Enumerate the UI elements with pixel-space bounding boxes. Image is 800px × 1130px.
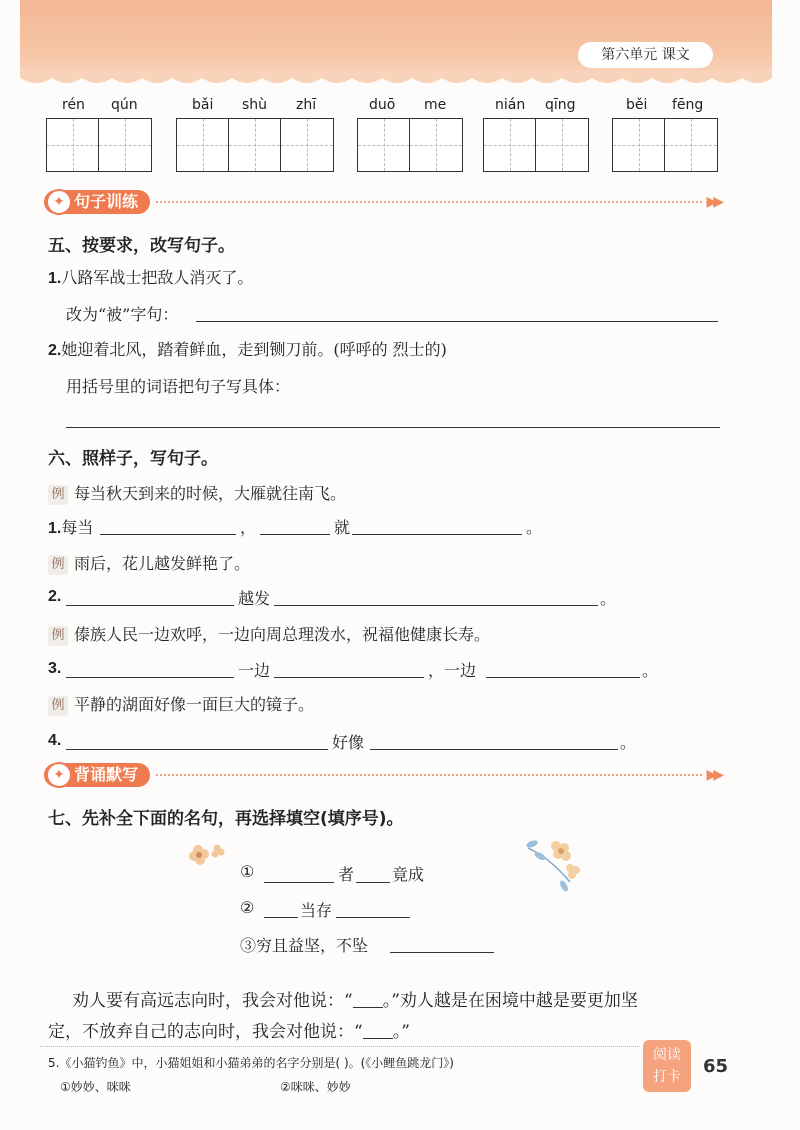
question-6-2: 2. (48, 588, 62, 605)
answer-line[interactable] (356, 882, 390, 883)
question-5-2-prompt: 用括号里的词语把句子写具体： (66, 377, 291, 396)
flower-branch-icon (520, 830, 586, 892)
answer-line[interactable] (390, 952, 494, 953)
answer-line[interactable] (66, 749, 328, 750)
question-7-title: 七、先补全下面的名句，再选择填空(填序号)。 (48, 809, 404, 829)
famous-quote-2: ② (240, 898, 255, 917)
answer-line[interactable] (66, 677, 234, 678)
reading-option-2[interactable]: ②咪咪、妙妙 (280, 1080, 351, 1094)
section-banner-sentence: ✦ 句子训练 ▶▶ (44, 189, 720, 215)
keyword-jiu: 就 (334, 518, 351, 537)
pinyin-syllable: fēng (672, 97, 704, 113)
answer-line[interactable] (264, 917, 298, 918)
question-5-title: 五、按要求，改写句子。 (48, 236, 235, 256)
punctuation: 。 (620, 733, 637, 752)
pinyin-syllable: qīng (545, 97, 576, 113)
pinyin-syllable: rén (62, 97, 85, 113)
writing-box-group-1[interactable] (46, 118, 152, 172)
lightbulb-icon: ✦ (46, 189, 72, 215)
writing-box-group-3[interactable] (357, 118, 463, 172)
punctuation: 。 (526, 518, 543, 537)
pinyin-syllable: běi (626, 97, 648, 113)
question-6-3: 3. (48, 660, 62, 677)
answer-line[interactable] (196, 321, 718, 322)
keyword-yuefa: 越发 (238, 589, 271, 608)
punctuation: 。 (600, 589, 617, 608)
question-6-1: 1.每当 (48, 518, 94, 537)
fill-paragraph-line-1: 劝人要有高远志向时，我会对他说：“ 。”劝人越是在困境中越是要更加坚 (72, 991, 638, 1011)
writing-box-group-4[interactable] (483, 118, 589, 172)
question-6-title: 六、照样子，写句子。 (48, 449, 218, 469)
answer-line[interactable] (66, 605, 234, 606)
example-3: 例 傣族人民一边欢呼，一边向周总理泼水，祝福他健康长寿。 (48, 622, 490, 646)
keyword-yibian-2: ，一边 (428, 661, 477, 680)
answer-line[interactable] (352, 534, 522, 535)
answer-line[interactable] (264, 882, 334, 883)
punctuation: ， (240, 518, 257, 537)
answer-line[interactable] (260, 534, 330, 535)
header-scallop (20, 70, 772, 90)
lightbulb-icon: ✦ (46, 762, 72, 788)
pinyin-syllable: nián (495, 97, 526, 113)
unit-label: 第六单元 课文 (578, 42, 713, 68)
famous-quote-3: ③穷且益坚，不坠 (240, 936, 369, 955)
answer-line[interactable] (370, 749, 618, 750)
question-5-1: 1.八路军战士把敌人消灭了。 (48, 268, 254, 287)
writing-box-group-5[interactable] (612, 118, 718, 172)
answer-line[interactable] (274, 677, 424, 678)
example-2: 例 雨后，花儿越发鲜艳了。 (48, 551, 250, 575)
quote-word: 当存 (300, 901, 333, 920)
answer-line[interactable] (274, 605, 598, 606)
answer-line[interactable] (100, 534, 236, 535)
pinyin-syllable: qún (111, 97, 138, 113)
question-6-4: 4. (48, 732, 62, 749)
writing-box-group-2[interactable] (176, 118, 334, 172)
famous-quote-1: ① (240, 862, 255, 881)
answer-line[interactable] (336, 917, 410, 918)
footer-divider (40, 1046, 640, 1047)
pinyin-syllable: me (424, 97, 447, 113)
reading-question: 5.《小猫钓鱼》中，小猫姐姐和小猫弟弟的名字分别是( )。(《小鲤鱼跳龙门》) (48, 1056, 454, 1070)
reading-option-1[interactable]: ①妙妙、咪咪 (60, 1080, 131, 1094)
keyword-haoxiang: 好像 (332, 733, 365, 752)
double-arrow-icon: ▶▶ (706, 194, 720, 210)
pinyin-syllable: bǎi (192, 97, 214, 113)
answer-blank[interactable] (363, 1024, 393, 1039)
question-5-2: 2.她迎着北风，踏着鲜血，走到铡刀前。(呼呼的 烈士的) (48, 340, 447, 359)
answer-line[interactable] (66, 427, 720, 428)
quote-word: 者 (338, 865, 355, 884)
answer-line[interactable] (486, 677, 640, 678)
double-arrow-icon: ▶▶ (706, 767, 720, 783)
keyword-yibian: 一边 (238, 661, 271, 680)
flower-icon (186, 840, 228, 870)
example-1: 例 每当秋天到来的时候，大雁就往南飞。 (48, 481, 346, 505)
pinyin-syllable: duō (369, 97, 396, 113)
pinyin-syllable: shù (242, 97, 268, 113)
section-banner-recite: ✦ 背诵默写 ▶▶ (44, 762, 720, 788)
quote-word: 竟成 (392, 865, 425, 884)
example-4: 例 平静的湖面好像一面巨大的镜子。 (48, 692, 314, 716)
page-number: 65 (703, 1056, 729, 1077)
question-5-1-prompt: 改为“被”字句： (66, 305, 179, 324)
answer-blank[interactable] (353, 993, 383, 1008)
fill-paragraph-line-2: 定，不放弃自己的志向时，我会对他说：“ 。” (48, 1022, 410, 1042)
reading-checkin-badge: 阅读 打卡 (643, 1040, 691, 1092)
pinyin-syllable: zhī (296, 97, 317, 113)
punctuation: 。 (642, 661, 659, 680)
